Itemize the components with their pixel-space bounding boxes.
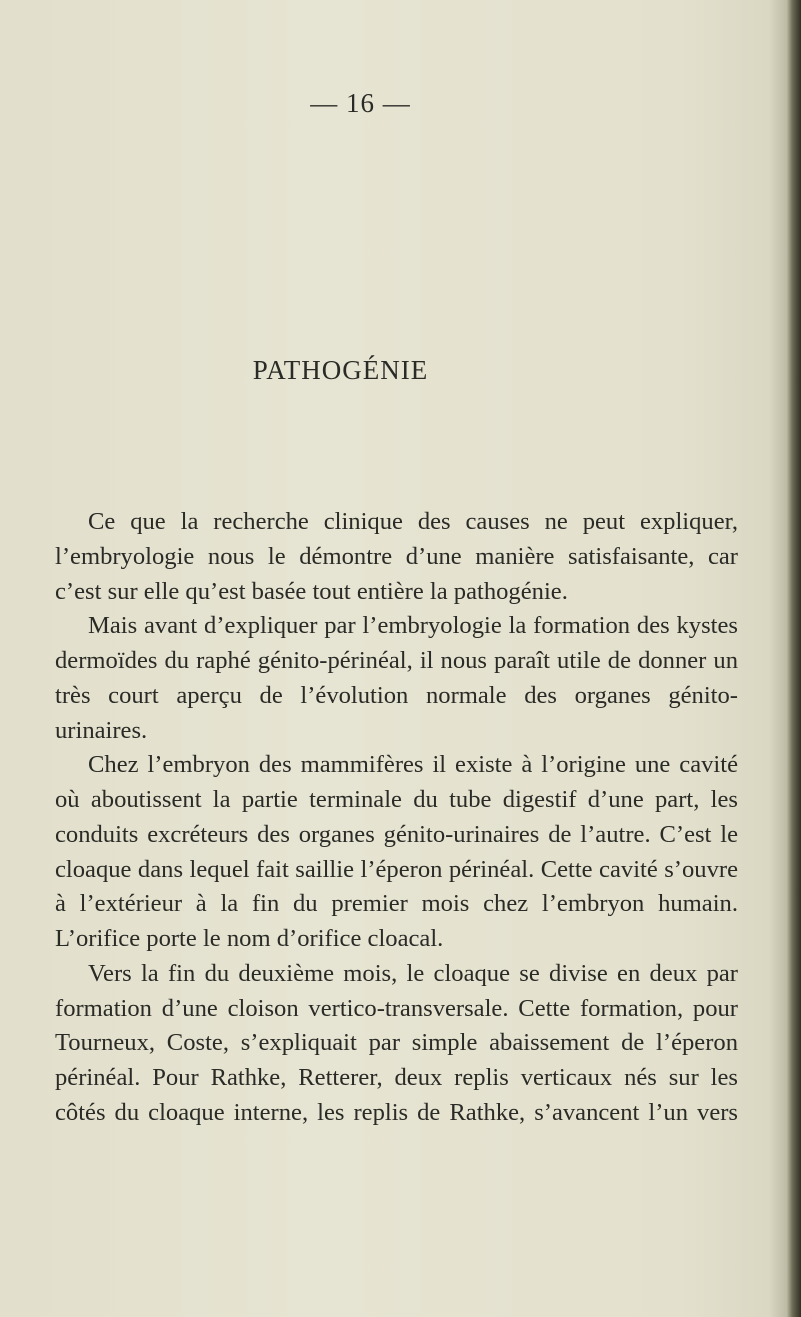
section-heading: PATHOGÉNIE bbox=[252, 355, 429, 385]
page-number: — 16 — bbox=[310, 88, 411, 118]
paragraph: Ce que la recherche clinique des causes ne peut expliquer, l’embryologie nous le démontre d’une manière satisfaisante, car c’est sur elle qu’est basée tout entière la pathogénie. bbox=[55, 508, 738, 605]
book-spine bbox=[787, 0, 801, 1317]
body-text bbox=[55, 505, 738, 1131]
paragraph: Vers la fin du deuxième mois, le cloaque se divise en deux par formation d’une cloison vertico-transversale. Cette formation, pour Tourneux, Coste, s’expliquait par simple abaissement de l’éperon périnéal. Pour Rathke, Retterer, deux replis verticaux nés sur les côtés du cloaque interne, les replis de Rathke, s’avancent l’un vers bbox=[55, 959, 738, 1126]
paragraph: Mais avant d’expliquer par l’embryologie la formation des kystes dermoïdes du raphé génito-périnéal, il nous paraît utile de donner un très court aperçu de l’évolution normale des organes génito-urinaires. bbox=[55, 612, 738, 744]
page-gutter-shadow bbox=[769, 0, 787, 1317]
paragraph: Chez l’embryon des mammifères il existe à l’origine une cavité où aboutissent la partie terminale du tube digestif d’une part, les conduits excréteurs des organes génito-urinaires de l’autre. C’est le cloaque dans lequel fait saillie l’éperon périnéal. Cette cavité s’ouvre à l’extérieur à la fin du premier mois chez l’embryon humain. L’orifice porte le nom d’orifice cloacal. bbox=[55, 751, 738, 952]
